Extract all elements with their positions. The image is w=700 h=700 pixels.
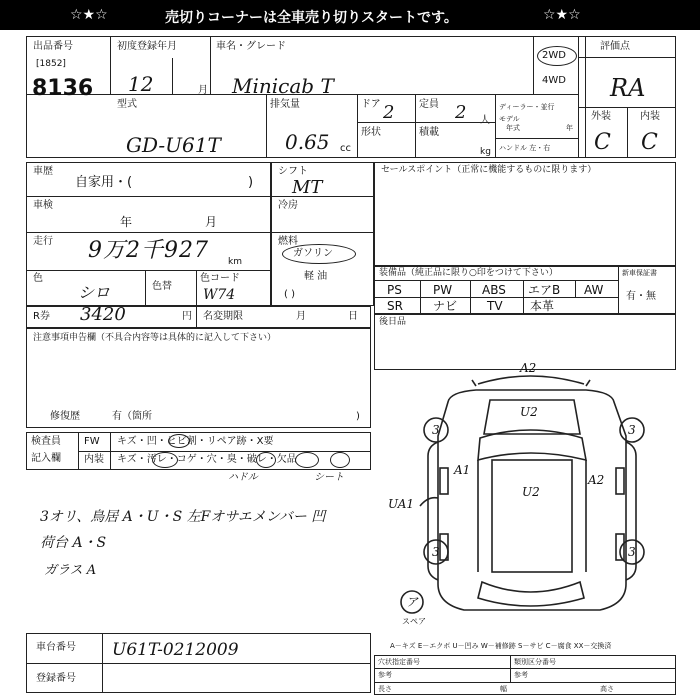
doors-value: 2 bbox=[383, 102, 395, 123]
shape-label: 形状 bbox=[361, 127, 381, 138]
repair-history-label: 修復歴 bbox=[50, 411, 80, 422]
mileage-label: 走行 bbox=[33, 236, 53, 247]
warranty-value: 有・無 bbox=[626, 291, 656, 302]
equipment-pw: PW bbox=[433, 283, 453, 297]
equipment-navi: ナビ bbox=[433, 299, 458, 313]
damage-legend: A－キズ E－エクボ U－凹み W－補修跡 S－サビ C－腐食 XX－交換済 bbox=[390, 642, 612, 650]
fuel-alt: 軽 油 bbox=[304, 271, 328, 282]
mileage-unit: km bbox=[228, 257, 242, 267]
later-items-label: 後日品 bbox=[379, 317, 407, 327]
repair-history-value: 有（箇所 bbox=[112, 411, 152, 422]
registration-label: 初度登録年月 bbox=[117, 41, 177, 52]
inspector-interior-items: キズ・汚レ・コゲ・穴・臭・破レ・欠品 bbox=[117, 454, 297, 465]
spec-label-b: 類別区分番号 bbox=[514, 658, 556, 666]
year-unit: 年 bbox=[566, 124, 573, 132]
dealer-label: ディーラー・並行 bbox=[499, 103, 555, 111]
inspection-month: 月 bbox=[205, 215, 218, 229]
history-close: ) bbox=[248, 175, 254, 190]
type-label: 型式 bbox=[117, 99, 137, 110]
spec-label-a: 穴状指定番号 bbox=[378, 658, 420, 666]
mark-a1-left: A1 bbox=[454, 463, 471, 477]
drive-4wd: 4WD bbox=[542, 75, 566, 86]
mark-ua1-side: UA1 bbox=[388, 497, 415, 511]
grade-value: RA bbox=[610, 74, 646, 102]
repair-history-close: ) bbox=[356, 411, 360, 422]
registration-month-unit: 月 bbox=[198, 85, 208, 96]
plate-label: 登録番号 bbox=[36, 673, 76, 684]
header-banner bbox=[0, 0, 700, 30]
spec-label-e: 幅 bbox=[500, 685, 507, 693]
displacement-unit: cc bbox=[340, 143, 351, 154]
equipment-leather: 本革 bbox=[530, 299, 555, 313]
handwritten-note-1: 3オリ、鳥居 A・U・S 左Fオサエメンバー 凹 bbox=[40, 509, 326, 525]
handle-label: ハンドル 左・右 bbox=[499, 144, 551, 152]
tire-front-right: 3 bbox=[628, 423, 636, 437]
spare-mark: ア bbox=[406, 595, 419, 609]
fuel-paren: ( ) bbox=[284, 289, 295, 300]
capacity-value: 2 bbox=[455, 102, 467, 123]
mark-a2-right: A2 bbox=[588, 473, 605, 487]
lot-subnumber: [1852] bbox=[36, 59, 66, 69]
grade-label: 評価点 bbox=[600, 41, 630, 52]
name-change-label: 名変期限 bbox=[203, 311, 243, 322]
equipment-sr: SR bbox=[387, 299, 403, 313]
drive-2wd: 2WD bbox=[542, 50, 566, 61]
tire-rear-right: 3 bbox=[628, 545, 636, 559]
shift-value: MT bbox=[292, 177, 323, 198]
color-value: シロ bbox=[78, 283, 111, 302]
mark-u2-cab: U2 bbox=[520, 405, 538, 419]
history-block bbox=[26, 162, 271, 306]
color-change-label: 色替 bbox=[152, 281, 172, 292]
shift-fuel-block bbox=[271, 162, 374, 306]
color-code-value: W74 bbox=[203, 287, 236, 303]
spec-label-f: 高さ bbox=[600, 685, 614, 693]
lot-number: 8136 bbox=[32, 76, 94, 101]
exterior-label: 外装 bbox=[591, 111, 611, 122]
history-value: 自家用・( bbox=[75, 175, 133, 190]
name-change-month: 月 bbox=[296, 311, 306, 322]
handwritten-note-3: ガラス A bbox=[44, 563, 97, 578]
equipment-airbag: エアB bbox=[528, 283, 561, 297]
model-label: 車名・グレード bbox=[216, 41, 286, 52]
recycle-row bbox=[26, 306, 371, 328]
recycle-label: R券 bbox=[33, 311, 50, 322]
inspection-year: 年 bbox=[120, 215, 133, 229]
load-unit: kg bbox=[480, 147, 491, 157]
tire-front-left: 3 bbox=[432, 423, 440, 437]
banner-text: 売切りコーナーは全車売り切りスタートです。 bbox=[165, 10, 458, 26]
recycle-unit: 円 bbox=[182, 311, 192, 322]
interior-label: 内装 bbox=[640, 111, 660, 122]
registration-value: 12 bbox=[128, 72, 154, 96]
inspector-fw: FW bbox=[84, 436, 100, 447]
spec-label-d: 長さ bbox=[378, 685, 392, 693]
color-code-label: 色コード bbox=[200, 273, 240, 284]
handwritten-note-2: 荷台 A・S bbox=[40, 535, 107, 551]
type-value: GD-U61T bbox=[126, 133, 221, 157]
inspector-note-2: シート bbox=[314, 472, 344, 483]
equipment-tv: TV bbox=[487, 299, 503, 313]
notes-label: 注意事項申告欄（不具合内容等は具体的に記入して下さい） bbox=[33, 333, 277, 343]
lot-label: 出品番号 bbox=[33, 41, 73, 52]
inspector-note-1: ハドル bbox=[228, 472, 258, 483]
interior-value: C bbox=[641, 130, 658, 155]
inspector-fw-items: キズ・凹・ヒビ割・リペア跡・X要 bbox=[117, 436, 274, 447]
inspection-label: 車検 bbox=[33, 200, 53, 211]
spare-label: スペア bbox=[402, 617, 426, 626]
history-label: 車歴 bbox=[33, 166, 53, 177]
model-year-label: モデル bbox=[499, 115, 520, 123]
fuel-value: ガソリン bbox=[293, 248, 333, 259]
capacity-label: 定員 bbox=[419, 99, 439, 110]
doors-label: ドア bbox=[361, 99, 381, 110]
banner-stars-right: ☆★☆ bbox=[543, 7, 581, 23]
model-value: Minicab T bbox=[232, 74, 334, 98]
spec-label-c2: 参考 bbox=[514, 671, 528, 679]
shift-label: シフト bbox=[278, 166, 308, 177]
displacement-label: 排気量 bbox=[270, 99, 300, 110]
year-label: 年式 bbox=[506, 124, 520, 132]
spec-label-c: 参考 bbox=[378, 671, 392, 679]
equipment-aw: AW bbox=[584, 283, 604, 297]
inspector-entry-label: 記入欄 bbox=[31, 453, 61, 464]
equipment-label: 装備品（純正品に限り○印をつけて下さい） bbox=[379, 268, 558, 278]
warranty-label: 新車保証書 bbox=[622, 269, 657, 277]
sales-point-label: セールスポイント（正常に機能するものに限ります） bbox=[381, 165, 597, 175]
chassis-value: U61T-0212009 bbox=[112, 640, 239, 660]
banner-stars-left: ☆★☆ bbox=[70, 7, 108, 23]
name-change-day: 日 bbox=[348, 311, 358, 322]
displacement-value: 0.65 bbox=[285, 130, 330, 154]
exterior-value: C bbox=[594, 130, 611, 155]
inspector-interior: 内装 bbox=[84, 454, 104, 465]
vehicle-diagram bbox=[380, 356, 676, 646]
equipment-abs: ABS bbox=[482, 283, 506, 297]
ac-label: 冷房 bbox=[278, 200, 298, 211]
mileage-value: 9万2千927 bbox=[88, 238, 209, 263]
sales-point-box bbox=[374, 162, 676, 266]
mark-u2-bed: U2 bbox=[522, 485, 540, 499]
capacity-unit: 人 bbox=[480, 115, 490, 126]
inspector-label: 検査員 bbox=[31, 436, 61, 447]
mark-a2-top: A2 bbox=[520, 361, 537, 375]
chassis-label: 車台番号 bbox=[36, 642, 76, 653]
equipment-ps: PS bbox=[387, 283, 402, 297]
fuel-label: 燃料 bbox=[278, 236, 298, 247]
recycle-value: 3420 bbox=[80, 304, 126, 325]
load-label: 積載 bbox=[419, 127, 439, 138]
tire-rear-left: 3 bbox=[432, 545, 440, 559]
color-label: 色 bbox=[33, 273, 43, 284]
